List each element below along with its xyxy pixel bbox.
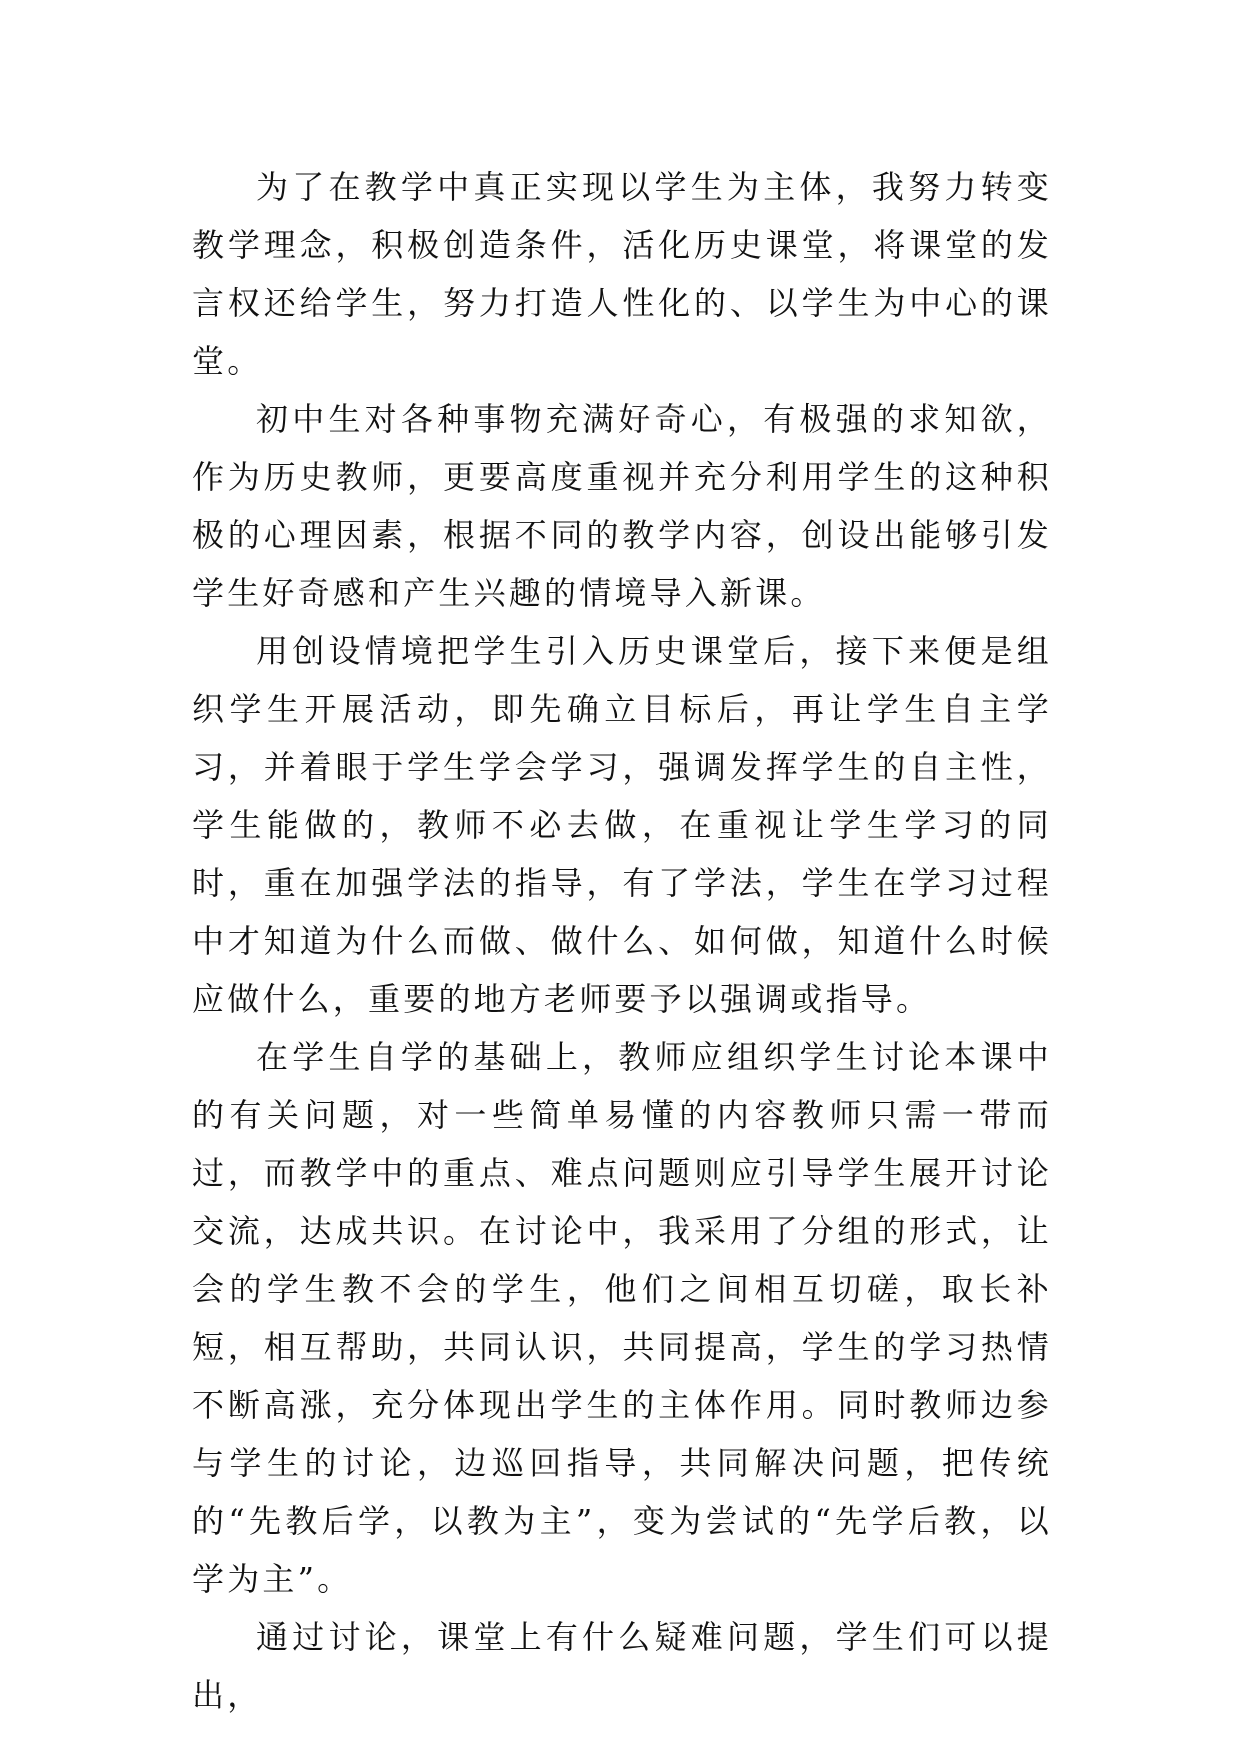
document-body — [192, 158, 1052, 1724]
paragraph-5: 通过讨论，课堂上有什么疑难问题，学生们可以提出， — [192, 1618, 1052, 1714]
paragraph-1: 为了在教学中真正实现以学生为主体，我努力转变教学理念，积极创造条件，活化历史课堂，将课堂的发言权还给学生，努力打造人性化的、以学生为中心的课堂。 — [192, 168, 1052, 380]
paragraph-2: 初中生对各种事物充满好奇心，有极强的求知欲，作为历史教师，更要高度重视并充分利用学生的这种积极的心理因素，根据不同的教学内容，创设出能够引发学生好奇感和产生兴趣的情境导入新课。 — [192, 400, 1052, 612]
paragraph-4: 在学生自学的基础上，教师应组织学生讨论本课中的有关问题，对一些简单易懂的内容教师只需一带而过，而教学中的重点、难点问题则应引导学生展开讨论交流，达成共识。在讨论中，我采用了分组的形式，让会的学生教不会的学生，他们之间相互切磋，取长补短，相互帮助，共同认识，共同提高，学生的学习热情不断高涨，充分体现出学生的主体作用。同时教师边参与学生的讨论，边巡回指导，共同解决问题，把传统的“先教后学，以教为主”，变为尝试的“先学后教，以学为主”。 — [192, 1038, 1052, 1598]
paragraph-3: 用创设情境把学生引入历史课堂后，接下来便是组织学生开展活动，即先确立目标后，再让学生自主学习，并着眼于学生学会学习，强调发挥学生的自主性，学生能做的，教师不必去做，在重视让学生学习的同时，重在加强学法的指导，有了学法，学生在学习过程中才知道为什么而做、做什么、如何做，知道什么时候应做什么，重要的地方老师要予以强调或指导。 — [192, 632, 1052, 1018]
